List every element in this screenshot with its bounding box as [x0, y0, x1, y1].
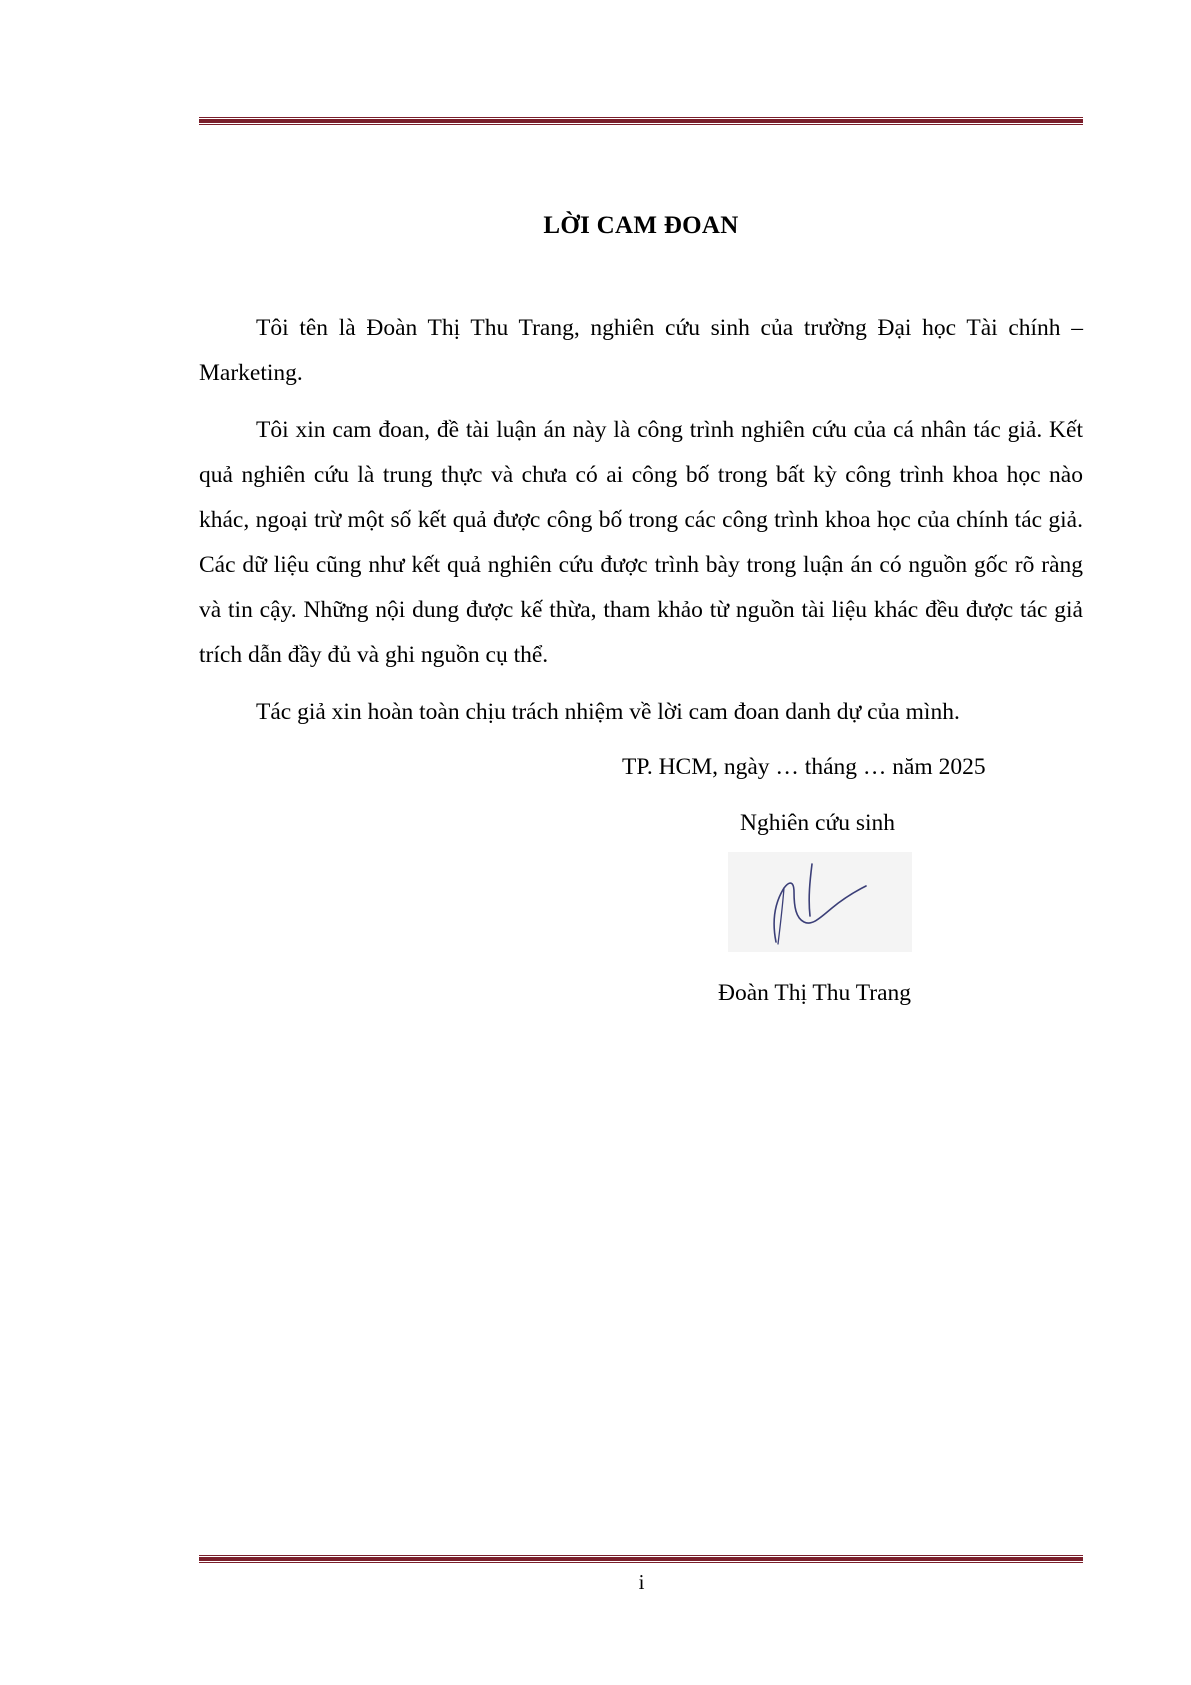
signer-name: Đoàn Thị Thu Trang: [718, 980, 912, 1006]
header-rule: [199, 117, 1083, 125]
paragraph-intro: Tôi tên là Đoàn Thị Thu Trang, nghiên cứu sinh của trường Đại học Tài chính – Marketing.: [199, 315, 1083, 386]
signer-role: Nghiên cứu sinh: [740, 810, 896, 836]
page-number: i: [638, 1570, 645, 1594]
handwritten-signature-icon: [728, 852, 912, 952]
place-date-line: TP. HCM, ngày … tháng … năm 2025: [622, 754, 986, 780]
signature-image: [728, 852, 912, 952]
paragraph-declaration: Tôi xin cam đoan, đề tài luận án này là công trình nghiên cứu của cá nhân tác giả. Kết quả nghiên cứu là trung thực và chưa có ai công bố trong bất kỳ công trình khoa học nào khác, ngoại trừ một số kết quả được công bố trong các công trình khoa học của chính tác giả. Các dữ liệu cũng như kết quả nghiên cứu được trình bày trong luận án có nguồn gốc rõ ràng và tin cậy. Những nội dung được kế thừa, tham khảo từ nguồn tài liệu khác đều được tác giả trích dẫn đầy đủ và ghi nguồn cụ thể.: [199, 417, 1083, 668]
page-title: LỜI CAM ĐOAN: [543, 212, 739, 239]
paragraph-responsibility: Tác giả xin hoàn toàn chịu trách nhiệm về lời cam đoan danh dự của mình.: [256, 699, 960, 725]
footer-rule: [199, 1555, 1083, 1563]
declaration-body: [199, 306, 1083, 747]
